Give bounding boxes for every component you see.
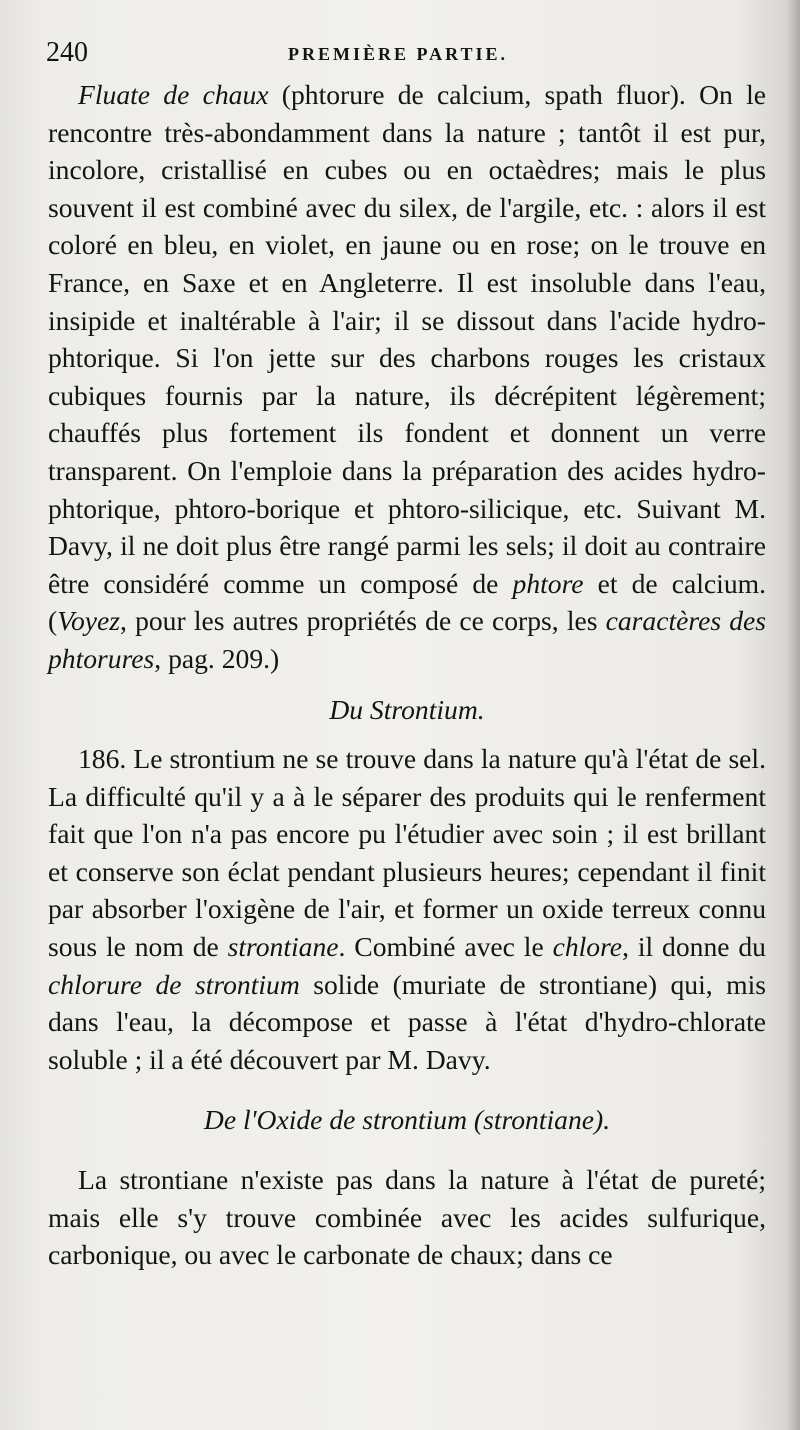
- term-phtore: phtore: [512, 567, 584, 599]
- paragraph-text: 186. Le strontium ne se trouve dans la nature qu'à l'état de sel. La difficulté qu'il y a à le séparer des produits qui le renferment fait que l'on n'a pas encore pu l'étudier avec soin ; il est brillant et conserve son éclat pendant plusieurs heures; cependant il finit par absorber l'oxigène de l'air, et former un oxide terreux connu sous le nom de: [48, 743, 766, 963]
- term-fluate-de-chaux: Fluate de chaux: [78, 79, 269, 110]
- paragraph-text: , pag. 209.): [154, 642, 280, 674]
- page-header: [46, 36, 766, 70]
- paragraph-text: . Combiné avec le: [338, 931, 553, 963]
- term-chlore: chlore: [552, 931, 623, 963]
- term-voyez: Voyez: [57, 605, 121, 637]
- paragraph-strontiane: La strontiane n'existe pas dans la nature à l'état de pureté; mais elle s'y trouve combinée avec les acides sulfurique, carbonique, ou avec le carbonate de chaux; dans ce: [48, 1164, 766, 1271]
- section-heading-oxide: De l'Oxide de strontium (strontiane).: [203, 1104, 611, 1136]
- paragraph-text: (phtorure de calcium, spath fluor). On le rencontre très-abondamment dans la nature ; tantôt il est pur, incolore, cristallisé en cubes ou en octaèdres; mais le plus souvent il est combiné avec du silex, de l'argile, etc. : alors il est coloré en bleu, en violet, en jaune ou en rose; on le trouve en France, en Saxe et en Angleterre. Il est insoluble dans l'eau, insipide et inaltérable à l'air; il se dissout dans l'acide hydro-phtorique. Si l'on jette sur des charbons rouges les cristaux cubiques fournis par la nature, ils décrépitent légèrement; chauffés plus fortement ils fondent et donnent un verre transparent. On l'emploie dans la préparation des acides hydro-phtorique, phtoro-borique et phtoro-silicique, etc. Suivant M. Davy, il ne doit plus être rangé parmi les sels; il doit au contraire être considéré comme un composé de: [48, 79, 766, 599]
- paragraph-text: solide (muriate de strontiane) qui, mis dans l'eau, la décompose et passe à l'état d'hydro-chlorate soluble ; il a été découvert par M. Davy.: [48, 968, 766, 1075]
- term-chlorure: chlorure de strontium: [48, 968, 300, 1000]
- paragraph-fluate: [48, 76, 766, 678]
- body-text: [48, 76, 766, 1274]
- page-gutter-shadow: [786, 0, 800, 1430]
- term-strontiane: strontiane: [227, 931, 339, 963]
- page-number: 240: [46, 37, 88, 68]
- paragraph-text: et de calcium. (: [48, 567, 766, 637]
- paragraph-text: , il donne du: [622, 931, 766, 963]
- section-heading-strontium: Du Strontium.: [329, 693, 485, 725]
- running-title: PREMIÈRE PARTIE.: [288, 44, 509, 64]
- paragraph-text: , pour les autres propriétés de ce corps, les: [120, 605, 606, 637]
- term-caracteres: caractères des phtorures: [48, 605, 767, 674]
- paragraph-strontium: [48, 740, 766, 1078]
